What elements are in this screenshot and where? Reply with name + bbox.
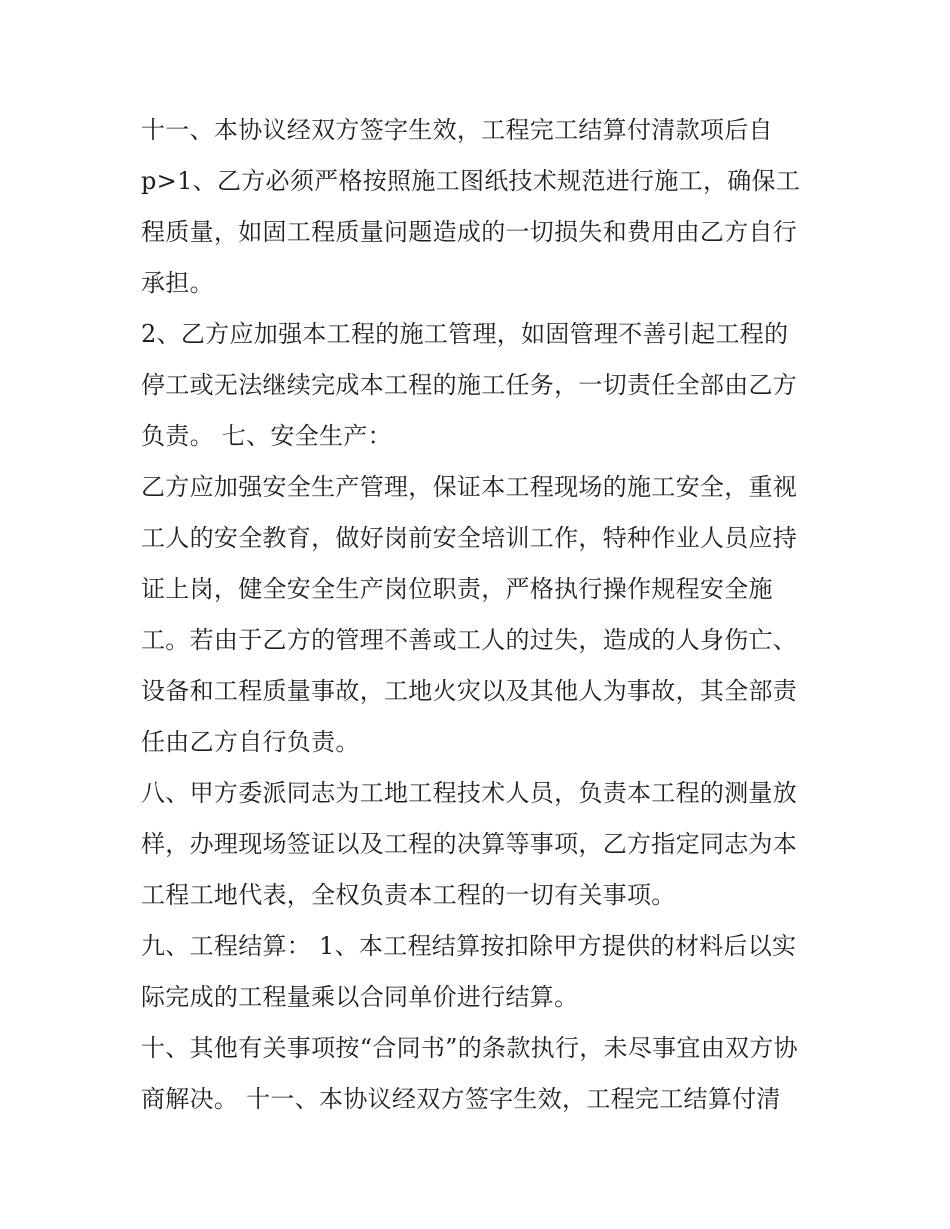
text-line: 工。若由于乙方的管理不善或工人的过失，造成的人身伤亡、 <box>141 626 798 654</box>
text-line: 程质量，如固工程质量问题造成的一切损失和费用由乙方自行 <box>141 218 798 246</box>
text-line: 十、其他有关事项按“合同书”的条款执行，未尽事宜由双方协 <box>141 1034 798 1062</box>
text-line: 十一、本协议经双方签字生效，工程完工结算付清款项后自 <box>141 116 773 144</box>
text-line: 停工或无法继续完成本工程的施工任务，一切责任全部由乙方 <box>141 371 798 399</box>
text-line: 任由乙方自行负责。 <box>141 728 360 756</box>
text-line: 工人的安全教育，做好岗前安全培训工作，特种作业人员应持 <box>141 524 798 552</box>
text-line: 负责。 七、安全生产： <box>141 422 392 450</box>
text-line: 2、乙方应加强本工程的施工管理，如固管理不善引起工程的 <box>141 320 789 348</box>
text-line: 证上岗，健全安全生产岗位职责，严格执行操作规程安全施 <box>141 575 773 603</box>
text-line: 乙方应加强安全生产管理，保证本工程现场的施工安全，重视 <box>141 473 798 501</box>
text-line: 八、甲方委派同志为工地工程技术人员，负责本工程的测量放 <box>141 779 798 807</box>
text-line: 样，办理现场签证以及工程的决算等事项，乙方指定同志为本 <box>141 830 798 858</box>
text-line: 设备和工程质量事故，工地火灾以及其他人为事故，其全部责 <box>141 677 798 705</box>
text-line: 承担。 <box>141 269 214 297</box>
text-line: 工程工地代表，全权负责本工程的一切有关事项。 <box>141 881 676 909</box>
text-line: 九、工程结算： 1、本工程结算按扣除甲方提供的材料后以实 <box>141 932 797 960</box>
text-line: p>1、乙方必须严格按照施工图纸技术规范进行施工，确保工 <box>141 167 801 195</box>
text-line: 际完成的工程量乘以合同单价进行结算。 <box>141 983 579 1011</box>
text-line: 商解决。 十一、本协议经双方签字生效，工程完工结算付清 <box>141 1085 781 1113</box>
